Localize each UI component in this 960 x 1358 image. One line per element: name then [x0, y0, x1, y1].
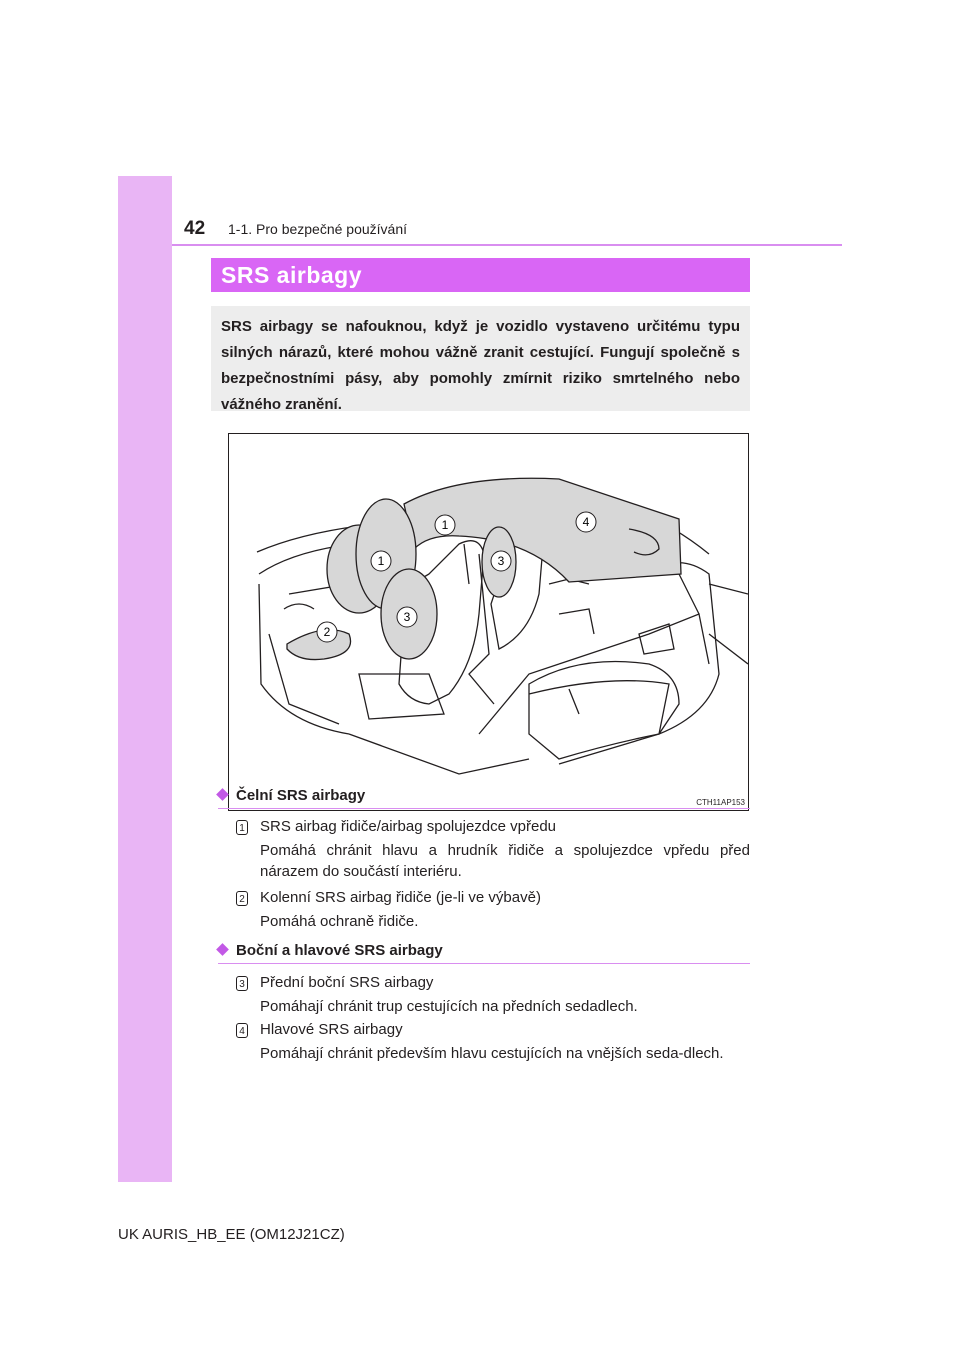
callout-label: 3 — [497, 554, 505, 568]
item-description: Pomáhají chránit především hlavu cestujících na vnějších seda-dlech. — [260, 1045, 724, 1062]
item-description: Pomáhá ochraně řidiče. — [260, 913, 419, 930]
subsection-heading: Čelní SRS airbagy — [218, 787, 365, 804]
callout-label: 2 — [323, 625, 331, 639]
item-number: 3 — [236, 976, 248, 991]
intro-box: SRS airbagy se nafouknou, když je vozidlo vystaveno určitému typu silných nárazů, které mohou vážně zranit cestující. Fungují společně s bezpečnostními pásy, aby pomohly zmírnit riziko smrtelného nebo vážného zranění. — [211, 306, 750, 411]
item-title: Hlavové SRS airbagy — [260, 1021, 403, 1038]
section-title: 1-1. Pro bezpečné používání — [228, 221, 408, 237]
page-title: SRS airbagy — [221, 262, 362, 288]
side-tab — [118, 176, 172, 1182]
item-description: Pomáhá chránit hlavu a hrudník řidiče a spolujezdce vpředu před nárazem do součástí interiéru. — [260, 842, 750, 880]
item-description: Pomáhají chránit trup cestujících na předních sedadlech. — [260, 998, 638, 1015]
item-number: 4 — [236, 1023, 248, 1038]
subsection-divider — [218, 808, 750, 809]
item-number: 2 — [236, 891, 248, 906]
diamond-bullet-icon — [216, 788, 229, 801]
item-title: Přední boční SRS airbagy — [260, 974, 434, 991]
footer-model-code: UK AURIS_HB_EE (OM12J21CZ) — [118, 1226, 345, 1243]
subsection-divider — [218, 963, 750, 964]
car-interior-drawing — [229, 434, 748, 810]
title-bar — [211, 258, 750, 292]
page-number: 42 — [184, 218, 206, 239]
item-title: SRS airbag řidiče/airbag spolujezdce vpředu — [260, 818, 557, 835]
airbag-illustration — [228, 433, 749, 811]
callout-label: 1 — [441, 518, 449, 532]
callout-label: 1 — [377, 554, 385, 568]
figure-code: CTH11AP153 — [696, 798, 745, 807]
subsection-heading: Boční a hlavové SRS airbagy — [218, 942, 443, 959]
callout-label: 3 — [403, 610, 411, 624]
item-number: 1 — [236, 820, 248, 835]
header-divider — [172, 244, 842, 246]
callout-label: 4 — [582, 515, 590, 529]
item-title: Kolenní SRS airbag řidiče (je-li ve výbavě) — [260, 889, 541, 906]
diamond-bullet-icon — [216, 943, 229, 956]
